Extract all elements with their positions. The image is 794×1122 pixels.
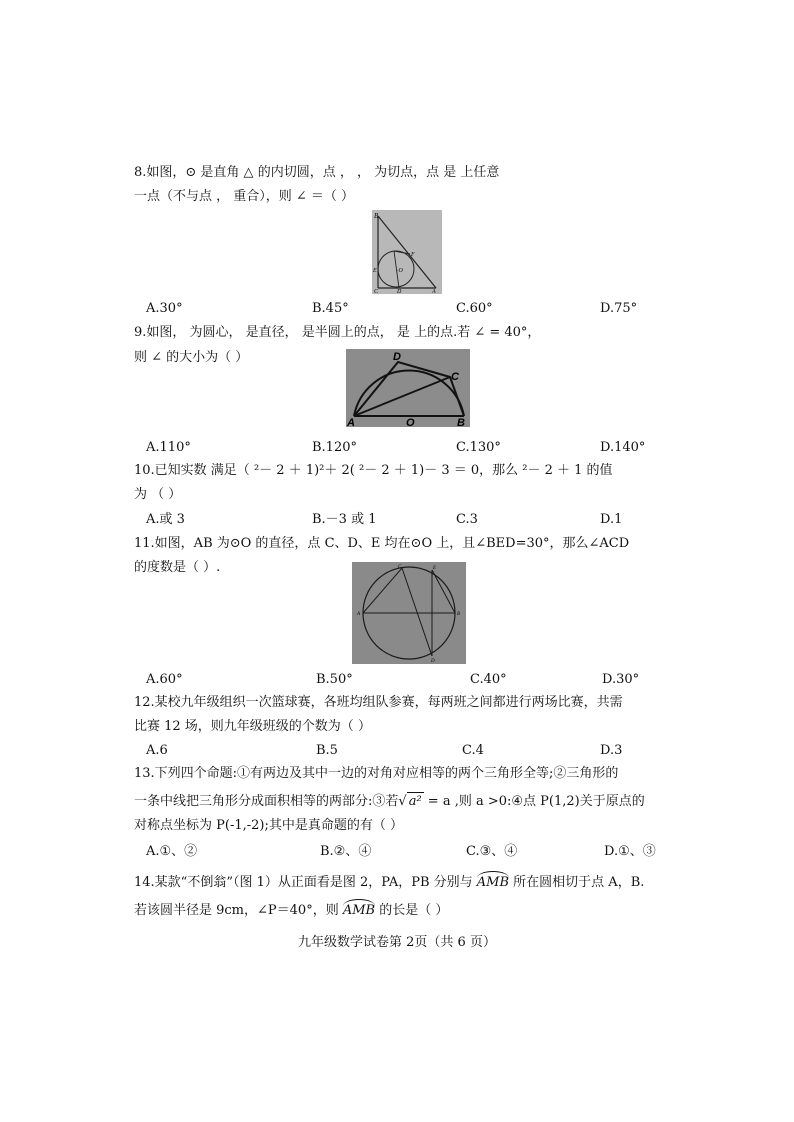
q9-option-d: D.140°: [600, 440, 646, 455]
q12-option-c: C.4: [462, 743, 484, 758]
q14-line1-end: 所在圆相切于点 A，B.: [509, 875, 645, 890]
q9-label-B: B: [457, 417, 465, 427]
q11-figure: [352, 562, 466, 664]
q12-option-a: A.6: [146, 743, 168, 758]
q13-option-c: C.③、④: [466, 844, 518, 859]
q13-line2: 一条中线把三角形分成面积相等的两部分:③若√ a² = a ,则 a >0:④点 P(1,2)关于原点的: [134, 794, 645, 809]
q11-line1: 11.如图，AB 为⊙O 的直径，点 C、D、E 均在⊙O 上，且∠BED=30°，那么∠ACD: [134, 536, 630, 551]
q9-option-c: C.130°: [456, 440, 501, 455]
q11-option-a: A.60°: [146, 672, 183, 687]
q14-arc-amb-2: AMB: [343, 900, 375, 920]
q10-option-b: B.－3 或 1: [312, 512, 377, 527]
q9-label-A: A: [347, 417, 355, 427]
q11-option-b: B.50°: [316, 672, 353, 687]
q14-line2-start: 若该圆半径是 9cm，∠P＝40°，则: [134, 903, 343, 918]
q14-line1-start: 14.某款“不倒翁”（图 1）从正面看是图 2，PA，PB 分别与: [134, 875, 477, 890]
q8-label-O: ·O: [397, 268, 403, 274]
q14-arc-amb: AMB: [477, 872, 509, 892]
q11-label-C: C: [398, 565, 402, 570]
q9-line1: 9.如图， 为圆心， 是直径， 是半圆上的点， 是 上的点.若 ∠ = 40°，: [134, 325, 541, 340]
q11-option-d: D.30°: [602, 672, 640, 687]
q11-line2: 的度数是（ ）.: [134, 560, 221, 575]
q13-line2-start: 一条中线把三角形分成面积相等的两部分:③若: [134, 794, 399, 809]
q13-option-b: B.②、④: [320, 844, 372, 859]
q10-option-c: C.3: [456, 512, 478, 527]
q13-option-d: D.①、③: [604, 844, 656, 859]
q8-figure: [372, 210, 442, 294]
q13-line1: 13.下列四个命题:①有两边及其中一边的对角对应相等的两个三角形全等;②三角形的: [134, 766, 619, 781]
q9-label-D: D: [393, 351, 401, 363]
q11-label-A: A: [357, 612, 361, 617]
q8-label-D: D: [397, 289, 402, 294]
q13-option-a: A.①、②: [146, 844, 198, 859]
q8-option-b: B.45°: [312, 301, 349, 316]
q8-label-B: B: [374, 212, 379, 220]
q11-label-B: B: [457, 612, 461, 617]
q8-label-E: E: [373, 268, 377, 274]
q8-option-d: D.75°: [600, 301, 638, 316]
q12-line2: 比赛 12 场，则九年级班级的个数为（ ）: [134, 719, 371, 734]
q8-label-A: A: [432, 289, 436, 294]
q14-line1: [134, 872, 644, 892]
q9-option-b: B.120°: [312, 440, 357, 455]
q9-label-C: C: [451, 371, 459, 383]
q9-label-O: O: [406, 417, 415, 427]
q14-line2: [134, 900, 448, 920]
q12-option-b: B.5: [316, 743, 338, 758]
q13-line3: 对称点坐标为 P(-1,-2);其中是真命题的有（ ）: [134, 818, 403, 833]
q8-line1: 8.如图，⊙ 是直角 △ 的内切圆，点 ， ， 为切点，点 是 上任意: [134, 165, 500, 180]
q11-option-c: C.40°: [470, 672, 507, 687]
q9-option-a: A.110°: [146, 440, 191, 455]
q9-line2: 则 ∠ 的大小为（ ）: [134, 350, 249, 365]
q10-line1: 10.已知实数 满足（ ²－ 2 ＋ 1)²＋ 2( ²－ 2 ＋ 1)－ 3 ＝ 0，那么 ²－ 2 ＋ 1 的值: [134, 463, 613, 478]
q10-line2: 为 （ ）: [134, 487, 182, 502]
q8-option-a: A.30°: [146, 301, 183, 316]
q12-line1: 12.某校九年级组织一次篮球赛，各班均组队参赛，每两班之间都进行两场比赛，共需: [134, 695, 623, 710]
q8-option-c: C.60°: [456, 301, 493, 316]
q11-label-E: E: [433, 566, 437, 571]
q8-line2: 一点（不与点 ， 重合），则 ∠ ＝（ ）: [134, 189, 355, 204]
q14-line2-end: 的长是（ ）: [375, 903, 449, 918]
q8-label-C: C: [374, 289, 379, 294]
q9-figure: [346, 349, 470, 427]
q11-label-D: D: [431, 659, 435, 664]
page-footer: 九年级数学试卷第 2页（共 6 页）: [298, 935, 496, 950]
q13-line2-end: = a ,则 a >0:④点 P(1,2)关于原点的: [423, 794, 645, 809]
q12-option-d: D.3: [600, 743, 623, 758]
q10-option-a: A.或 3: [146, 512, 185, 527]
q8-label-F: F: [411, 252, 415, 258]
q13-sqrt-expression: a²: [408, 794, 422, 809]
q10-option-d: D.1: [600, 512, 623, 527]
